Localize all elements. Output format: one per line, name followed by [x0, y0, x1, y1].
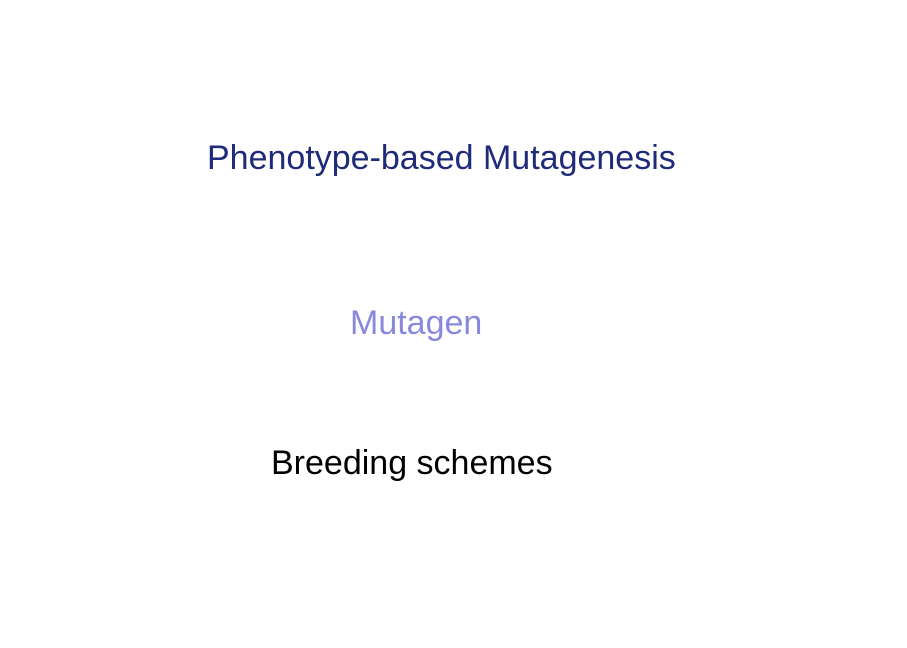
slide-title: Phenotype-based Mutagenesis: [207, 139, 676, 177]
breeding-schemes-text: Breeding schemes: [271, 444, 553, 482]
mutagen-heading: Mutagen: [350, 304, 483, 342]
